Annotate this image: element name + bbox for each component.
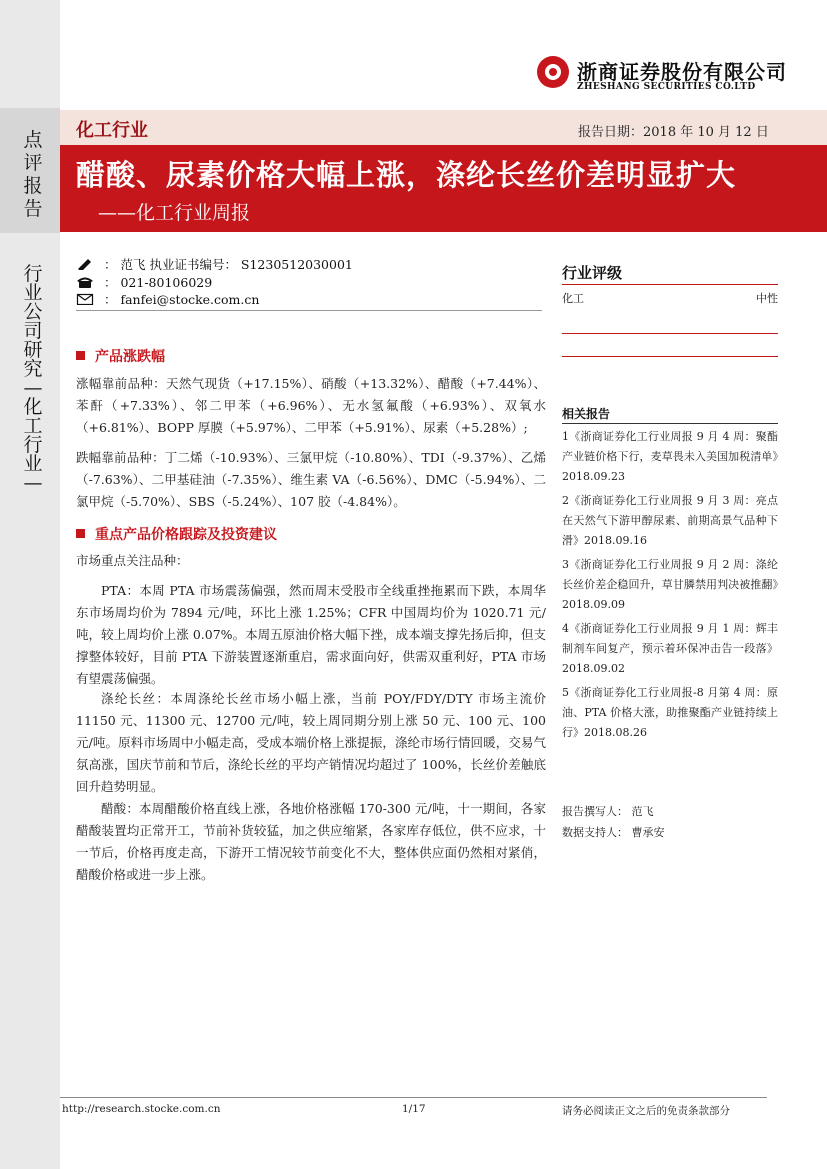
falling-products: 跌幅靠前品种：丁二烯（-10.93%）、三氯甲烷（-10.80%）、TDI（-9.37%）、乙烯（-7.63%）、二甲基硅油（-7.35%）、维生素 VA（-6.56%）、DMC（-5.94%）、二氯甲烷（-5.70%）、SBS（-5.24%）、107 胶（-4.84%）。	[76, 450, 546, 509]
section-heading-text: 重点产品价格跟踪及投资建议	[95, 527, 277, 543]
divider	[76, 310, 542, 311]
rating-rule	[562, 284, 778, 285]
industry-rating-title: 行业评级	[562, 264, 623, 282]
vertical-char: 行	[23, 263, 43, 285]
vertical-char: 司	[23, 320, 43, 342]
rating-row	[562, 290, 778, 306]
company-logo-icon	[537, 56, 569, 88]
footer-disclaimer: 请务必阅读正文之后的免责条款部分	[562, 1105, 730, 1117]
acetic-acid-paragraph: 醋酸：本周醋酸价格直线上涨，各地价格涨幅 170-300 元/吨，十一期间，各家醋酸装置均正常开工，节前补货较猛，加之供应缩紧，各家库存低位，供不应求，十一节后，价格再度走高，下游开工情况较节前变化不大，整体供应面仍然相对紧俏，醋酸价格或进一步上涨。	[76, 801, 546, 882]
pen-icon	[76, 258, 94, 270]
section-heading-text: 产品涨跌幅	[95, 349, 165, 365]
phone-icon	[76, 276, 94, 288]
vertical-char: 告	[23, 198, 43, 220]
vertical-char: 工	[23, 415, 43, 437]
report-title: 醋酸、尿素价格大幅上涨，涤纶长丝价差明显扩大	[76, 158, 737, 192]
vertical-char: 点	[23, 129, 43, 151]
company-name-en: ZHESHANG SECURITIES CO.LTD	[577, 82, 756, 92]
square-bullet-icon	[76, 529, 85, 538]
footer-divider	[60, 1097, 767, 1098]
vertical-char: —	[23, 472, 43, 494]
data-supporter: 数据支持人： 曹承安	[562, 826, 665, 839]
square-bullet-icon	[76, 351, 85, 360]
analyst-info: ： 范飞 执业证书编号： S1230512030001	[104, 257, 353, 272]
report-subtitle: ——化工行业周报	[98, 202, 251, 224]
rating-rule	[562, 356, 778, 357]
envelope-icon	[76, 293, 94, 305]
rising-products: 涨幅靠前品种：天然气现货（+17.15%）、硝酸（+13.32%）、醋酸（+7.44%）、苯酐（+7.33%）、邻二甲苯（+6.96%）、无水氢氟酸（+6.93%）、双氧水（+6.81%）、BOPP 厚膜（+5.97%）、二甲苯（+5.91%）、尿素（+5.28%）;	[76, 376, 546, 435]
related-report-item[interactable]: 3《浙商证券化工行业周报 9 月 2 周：涤纶长丝价差企稳回升，草甘膦禁用判决被推翻》2018.09.09	[562, 558, 778, 611]
related-rule	[562, 423, 778, 424]
vertical-char: 业	[23, 453, 43, 475]
phone-line	[76, 273, 212, 291]
related-report-item[interactable]: 1《浙商证券化工行业周报 9 月 4 周：聚酯产业链价格下行，麦草畏未入美国加税清单》2018.09.23	[562, 430, 778, 483]
related-report-item[interactable]: 5《浙商证券化工行业周报-8 月第 4 周：原油、PTA 价格大涨，助推聚酯产业链持续上行》2018.08.26	[562, 686, 778, 739]
tracking-intro: 市场重点关注品种：	[76, 553, 189, 568]
phone-number: ： 021-80106029	[104, 275, 213, 290]
company-name-cn: 浙商证券股份有限公司	[577, 60, 787, 84]
industry-tag: 化工行业	[76, 120, 148, 141]
rating-rule	[562, 333, 778, 334]
vertical-char: 行	[23, 434, 43, 456]
vertical-char: —	[23, 377, 43, 399]
report-writer: 报告撰写人： 范飞	[562, 805, 654, 818]
vertical-char: 化	[23, 396, 43, 418]
vertical-char: 业	[23, 282, 43, 304]
vertical-char: 评	[23, 152, 43, 174]
email-line	[76, 290, 259, 308]
email-address[interactable]: ： fanfei@stocke.com.cn	[104, 292, 260, 307]
vertical-char: 公	[23, 301, 43, 323]
related-report-item[interactable]: 4《浙商证券化工行业周报 9 月 1 周：辉丰制剂车间复产，预示着环保冲击告一段落》2018.09.02	[562, 622, 778, 675]
vertical-char: 报	[23, 175, 43, 197]
related-report-item[interactable]: 2《浙商证券化工行业周报 9 月 3 周：亮点在天然气下游甲醇尿素、前期高景气品种下滑》2018.09.16	[562, 494, 778, 547]
rating-value: 中性	[756, 292, 778, 305]
section-heading-tracking	[76, 524, 277, 544]
pta-paragraph: PTA：本周 PTA 市场震荡偏强，然而周末受股市全线重挫拖累而下跌，本周华东市场周均价为 7894 元/吨，环比上涨 1.25%；CFR 中国周均价为 1020.71 元/吨，较上周均价上涨 0.07%。本周五原油价格大幅下挫，成本端支撑先扬后抑，但支撑整体较好，目前 PTA 下游装置逐渐重启，需求面向好，供需双重利好，PTA 市场有望震荡偏强。	[76, 583, 546, 686]
related-reports-title: 相关报告	[562, 407, 611, 421]
vertical-char: 究	[23, 358, 43, 380]
footer-url[interactable]: http://research.stocke.com.cn	[62, 1103, 221, 1115]
polyester-paragraph: 涤纶长丝：本周涤纶长丝市场小幅上涨，当前 POY/FDY/DTY 市场主流价 11150 元、11300 元、12700 元/吨，较上周同期分别上涨 50 元、100 元、100 元/吨。原料市场周中小幅走高，受成本端价格上涨提振，涤纶市场行情回暖，交易气氛高涨，国庆节前和节后，涤纶长丝的平均产销情况均超过了 100%，长丝价差触底回升趋势明显。	[76, 691, 546, 794]
section-heading-price-change	[76, 346, 165, 366]
analyst-line	[76, 255, 353, 273]
report-date: 报告日期：2018 年 10 月 12 日	[578, 125, 769, 140]
company-logo	[537, 54, 787, 100]
page-number: 1/17	[402, 1103, 426, 1115]
vertical-char: 研	[23, 339, 43, 361]
rating-industry: 化工	[562, 292, 584, 305]
